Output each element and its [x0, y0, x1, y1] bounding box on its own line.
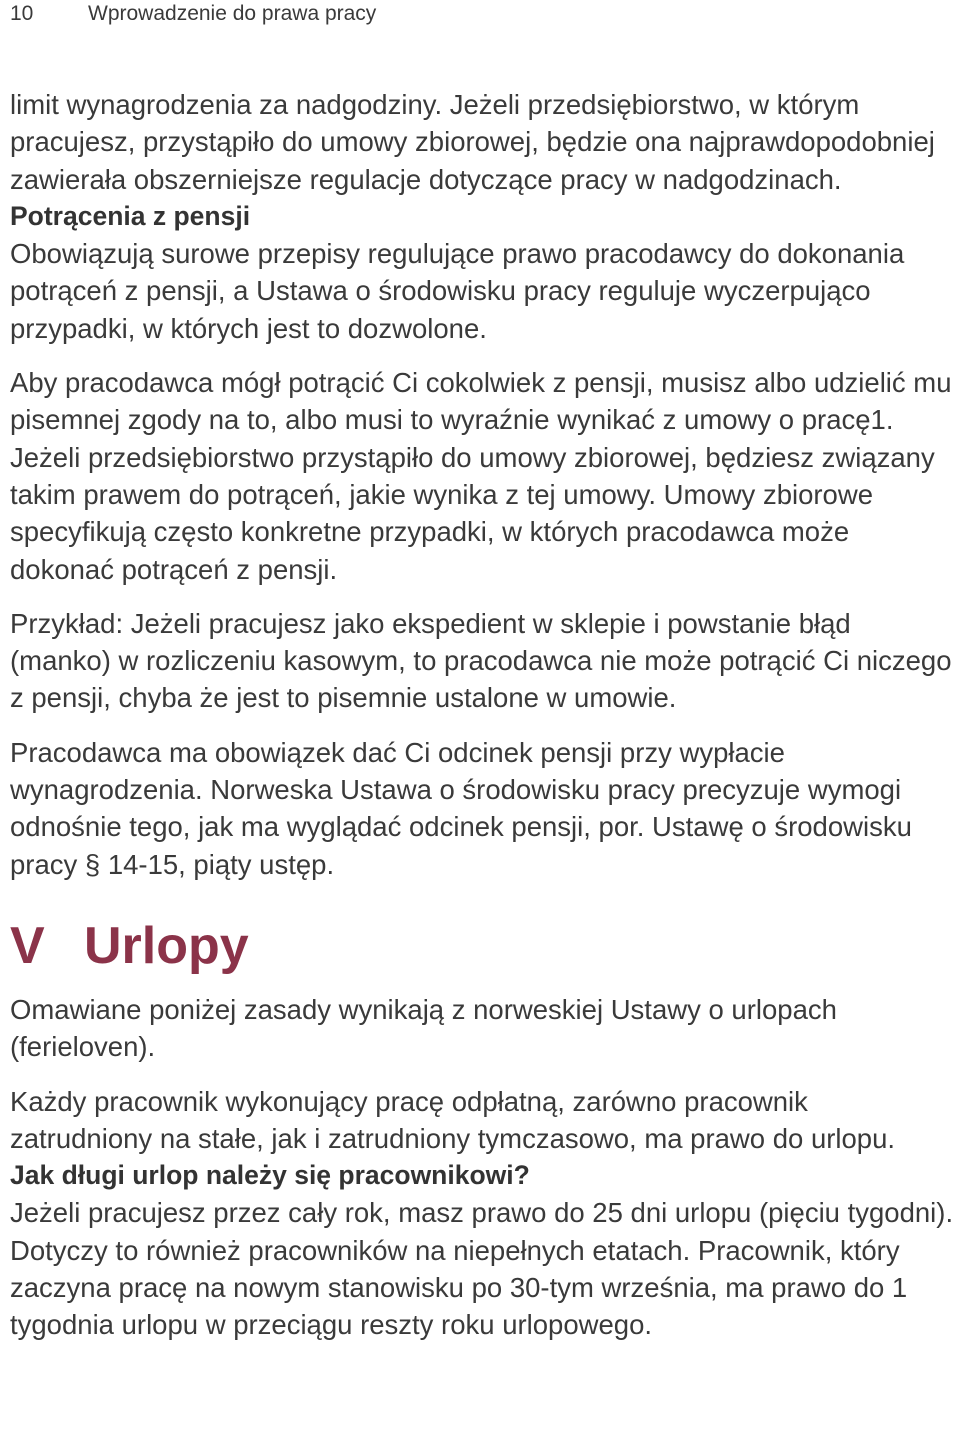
page-number: 10 [10, 2, 34, 25]
section-heading-deductions: Potrącenia z pensji [10, 200, 251, 231]
paragraph-vacation-intro: Omawiane poniżej zasady wynikają z norweskiej Ustawy o urlopach (ferieloven). [10, 993, 837, 1063]
paragraph-deductions-rules: Obowiązują surowe przepisy regulujące prawo pracodawcy do dokonania potrąceń z pensji, a Ustawa o środowisku pracy reguluje wyczerpująco przypadki, w których jest to dozwolone. [10, 238, 905, 344]
chapter-number: V [10, 916, 45, 975]
running-header [10, 2, 376, 26]
page-body [10, 86, 955, 1344]
chapter-title: Urlopy [84, 916, 249, 975]
paragraph-deductions-consent: Aby pracodawca mógł potrącić Ci cokolwiek z pensji, musisz albo udzielić mu pisemnej zgody na to, albo musi to wyraźnie wynikać z umowy o pracę1. Jeżeli przedsiębiorstwo przystąpiło do umowy zbiorowej, będziesz związany takim prawem do potrąceń, jakie wynika z tej umowy. Umowy zbiorowe specyfikują często konkretne przypadki, w których pracodawca może dokonać potrąceń z pensji. [10, 367, 952, 585]
chapter-heading [10, 915, 955, 977]
running-title: Wprowadzenie do prawa pracy [88, 2, 377, 25]
paragraph-overtime: limit wynagrodzenia za nadgodziny. Jeżeli przedsiębiorstwo, w którym pracujesz, przystąpiło do umowy zbiorowej, będzie ona najprawdopodobniej zawierała obszerniejsze regulacje dotyczące pracy w nadgodzinach. [10, 89, 935, 195]
paragraph-vacation-right: Każdy pracownik wykonujący pracę odpłatną, zarówno pracownik zatrudniony na stałe, jak i zatrudniony tymczasowo, ma prawo do urlopu. [10, 1085, 896, 1154]
paragraph-example: Przykład: Jeżeli pracujesz jako ekspedient w sklepie i powstanie błąd (manko) w rozliczeniu kasowym, to pracodawca nie może potrącić Ci niczego z pensji, chyba że jest to pisemnie ustalone w umowie. [10, 607, 952, 714]
paragraph-payslip: Pracodawca ma obowiązek dać Ci odcinek pensji przy wypłacie wynagrodzenia. Norweska Ustawa o środowisku pracy precyzuje wymogi odnośnie tego, jak ma wyglądać odcinek pensji, por. Ustawę o środowisku pracy § 14-15, piąty ustęp. [10, 736, 912, 880]
paragraph-vacation-length: Jeżeli pracujesz przez cały rok, masz prawo do 25 dni urlopu (pięciu tygodni). Dotyczy to również pracowników na niepełnych etatach. Pracownik, który zaczyna pracę na nowym stanowisku po 30-tym września, ma prawo do 1 tygodnia urlopu w przeciągu reszty roku urlopowego. [10, 1197, 954, 1341]
section-heading-vacation-length: Jak długi urlop należy się pracownikowi? [10, 1160, 530, 1191]
